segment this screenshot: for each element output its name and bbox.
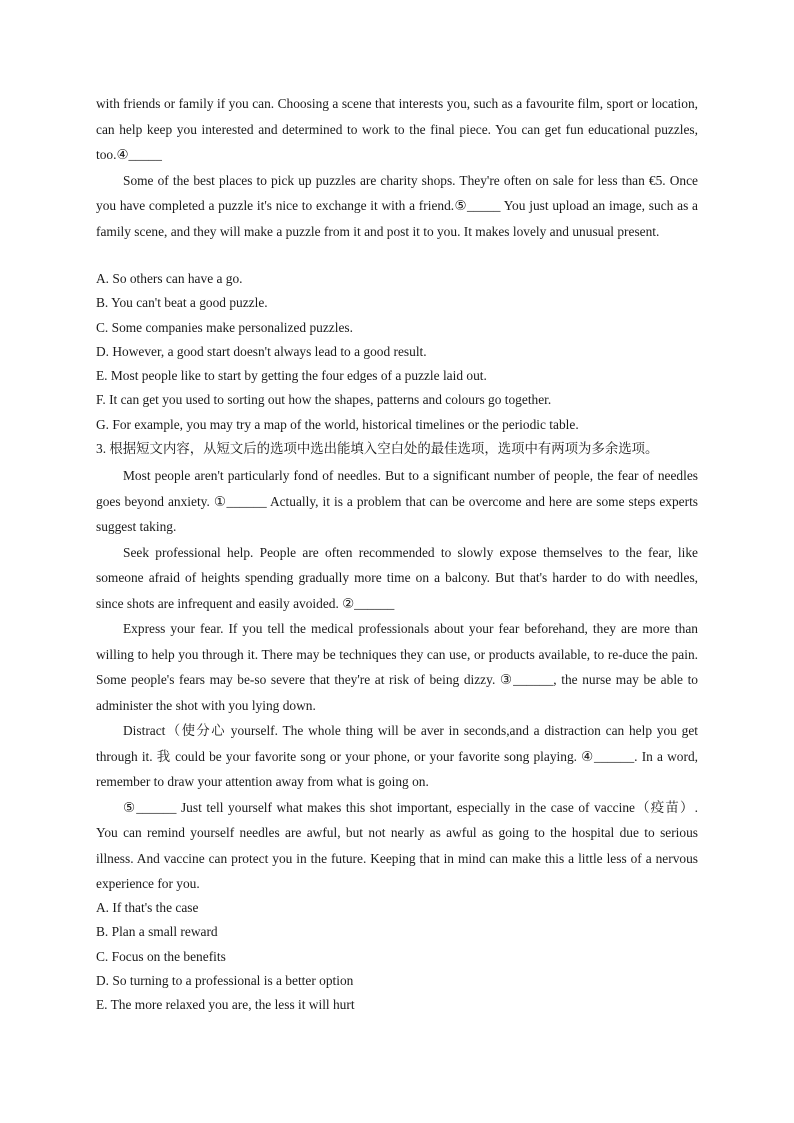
option-item: A. If that's the case — [96, 900, 199, 915]
passage-paragraph: ⑤______ Just tell yourself what makes this shot important, especially in the case of vaccine（疫苗）. You can remind yourself needles are awful, but not nearly as awful as going to the hospital due to serious illness. And vaccine can protect you in the future. Keeping that in mind can make this a little less of a nervous experience for you. — [96, 799, 698, 891]
option-item: C. Focus on the benefits — [96, 948, 226, 964]
option-item: E. The more relaxed you are, the less it will hurt — [96, 997, 355, 1013]
option-item: B. You can't beat a good puzzle. — [96, 295, 268, 311]
passage-paragraph: Distract（使分心 yourself. The whole thing will be aver in seconds,and a distraction can help you get through it. 我 could be your favorite song or your phone, or your favorite song playing. ④______. In a word, remember to draw your attention away from what is going on. — [96, 723, 698, 789]
option-item: D. So turning to a professional is a better option — [96, 972, 354, 988]
passage-paragraph: Most people aren't particularly fond of needles. But to a significant number of people, the fear of needles goes beyond anxiety. ①______ Actually, it is a problem that can be overcome and here are some steps experts suggest taking. — [96, 468, 698, 534]
section2-options — [96, 267, 698, 437]
option-item: E. Most people like to start by getting the four edges of a puzzle laid out. — [96, 368, 487, 384]
option-item: G. For example, you may try a map of the world, historical timelines or the periodic table. — [96, 416, 579, 432]
section3-passage — [96, 463, 698, 897]
passage-paragraph: Some of the best places to pick up puzzles are charity shops. They're often on sale for less than €5. Once you have completed a puzzle it's nice to exchange it with a friend.⑤_____ You just upload an image, such as a family scene, and they will make a puzzle from it and post it to you. It makes lovely and unusual present. — [96, 172, 698, 239]
passage-paragraph: Seek professional help. People are often recommended to slowly expose themselves to the fear, like someone afraid of heights spending gradually more time on a balcony. But that's harder to do with needles, since shots are infrequent and easily avoided. ②______ — [96, 544, 698, 611]
section3-heading — [96, 437, 698, 461]
option-item: B. Plan a small reward — [96, 924, 218, 940]
option-item: D. However, a good start doesn't always lead to a good result. — [96, 343, 427, 359]
option-item: F. It can get you used to sorting out how the shapes, patterns and colours go together. — [96, 392, 552, 408]
question-heading: 3. 根据短文内容，从短文后的选项中选出能填入空白处的最佳选项，选项中有两项为多余选项。 — [96, 441, 659, 456]
option-item: A. So others can have a go. — [96, 271, 243, 286]
section2-passage — [96, 91, 698, 244]
passage-paragraph: with friends or family if you can. Choosing a scene that interests you, such as a favourite film, sport or location, can help keep you interested and determined to work to the final piece. You can get fun educational puzzles, too.④_____ — [96, 96, 698, 162]
section3-options — [96, 896, 698, 1017]
passage-paragraph: Express your fear. If you tell the medical professionals about your fear beforehand, they are more than willing to help you through it. There may be techniques they can use, or products available, to re-duce the pain. Some people's fears may be-so severe that they're at risk of being dizzy. ③______, the nurse may be able to administer the shot with you lying down. — [96, 621, 698, 713]
option-item: C. Some companies make personalized puzzles. — [96, 319, 353, 335]
